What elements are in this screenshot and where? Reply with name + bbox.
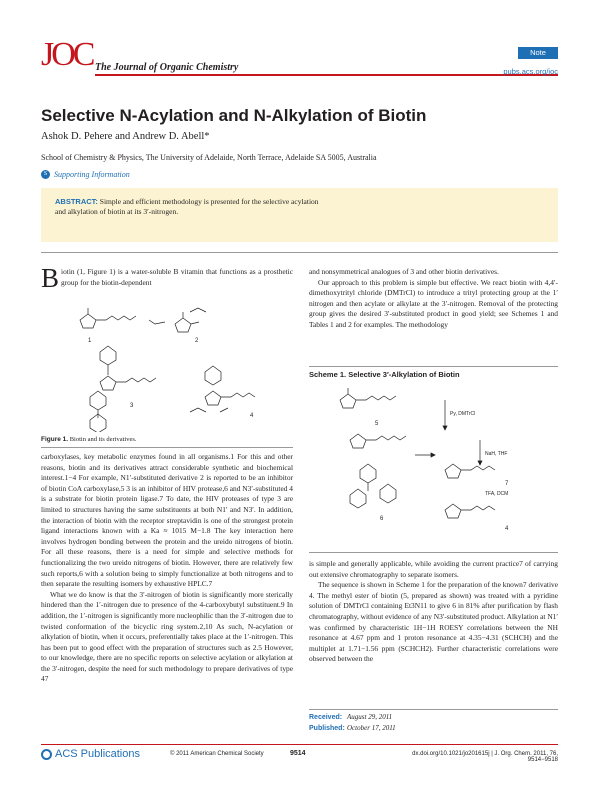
supporting-info-label: Supporting Information (54, 170, 130, 179)
compound-label-4: 4 (250, 413, 254, 419)
abstract-graphic (340, 195, 555, 237)
abstract-text: Simple and efficient methodology is presented for the selective acylation and alkylation of biotin at its 3′-nitrogen. (55, 197, 319, 216)
col2-bottom (309, 559, 558, 665)
compound-label-2: 2 (195, 338, 199, 344)
col2-top (309, 267, 558, 331)
reagent-label-3: TFA, DCM (485, 491, 509, 497)
journal-logo: JOC (41, 36, 93, 73)
supporting-info-link[interactable] (41, 170, 130, 179)
intro-paragraph (41, 263, 293, 293)
authors[interactable]: Ashok D. Pehere and Andrew D. Abell* (41, 131, 210, 142)
scheme-compound-4: 4 (505, 526, 509, 532)
note-badge: Note (518, 47, 558, 59)
col2-paragraph-4: The sequence is shown in Scheme 1 for the preparation of the known7 derivative 4. The methyl ester of biotin (5, prepared as shown) was treated with a pyridine solution of DMTrCl containing Et3N11 to give 6 in 81% after purification by flash chromatography, without evidence of any N3′-substituted product. Alkylation at N1′ was confirmed by characteristic 1H−1H ROESY correlations between the NH resonance at 4.67 ppm and 1 proton resonance at 4.35−4.31 (SCHCH) and the multiplet at 1.71−1.56 ppm (SCHCH2). Further characteristic correlations were observed between the (309, 580, 558, 664)
figure-1-label: Figure 1. (41, 436, 69, 443)
scheme-compound-6: 6 (380, 516, 384, 522)
reagent-label-1: Py, DMTrCl (450, 411, 476, 417)
acs-logo-icon (41, 749, 52, 760)
dates-rule (309, 709, 558, 710)
publisher-name: ACS Publications (55, 748, 140, 760)
abstract (55, 197, 320, 217)
article-dates (309, 712, 396, 734)
received-date: August 29, 2011 (347, 713, 393, 721)
compound-label-1: 1 (88, 338, 92, 344)
col1-body (41, 452, 293, 685)
published-label: Published: (309, 725, 345, 732)
journal-url[interactable]: pubs.acs.org/joc (503, 67, 558, 76)
col1-paragraph-1: carboxylases, key metabolic enzymes found in all organisms.1 For this and other reasons, biotin and its derivatives attract considerable synthetic and biochemical interest.1−4 For example, N1′-substituted derivative 2 is reported to be an inhibitor of biotin CoA carboxylase,5 3 is an inhibitor of HIV protease,6 and N3′-substituted 4 is a substrate for biotin protein ligase.7 To date, the HIV proteases of type 3 are limited to structures having the same substituents at both N1′ and N3′. In addition, the interaction of biotin with the receptor streptavidin is one of the strongest protein ligand interactions known with a Ka ≈ 1015 M−1.8 The key interaction here involves hydrogen bonding between the protein and the ureido nitrogens of biotin. For all these reasons, there is a need for simple and selective methods for functionalizing the two ureido nitrogens of biotin. However, there are relatively few such reports,6 with a solution being to simply functionalize at both nitrogens and to then separate the resulting isomers by exhaustive HPLC.7 (41, 452, 293, 589)
journal-name: The Journal of Organic Chemistry (95, 62, 239, 73)
col2-paragraph-2: Our approach to this problem is simple but effective. We react biotin with 4,4′-dimethoxytrityl chloride (DMTrCl) to introduce a trityl protecting group at the 1′ nitrogen and then acylate or alkylate at the 3′-nitrogen. Removal of the protecting group gives the desired 3′-substituted product in good yield; see Schemes 1 and Tables 1 and 2 for examples. The methodology (309, 277, 558, 329)
section-separator (41, 252, 558, 253)
article-title: Selective N-Acylation and N-Alkylation of Biotin (41, 106, 427, 125)
scheme-rule-bottom (309, 552, 558, 553)
copyright: © 2011 American Chemical Society (170, 751, 264, 757)
footer-rule (41, 744, 558, 745)
affiliation: School of Chemistry & Physics, The University of Adelaide, North Terrace, Adelaide SA 5005, Australia (41, 153, 377, 162)
figure-1-caption-text: Biotin and its derivatives. (69, 436, 137, 443)
figure-1-caption (41, 436, 137, 443)
intro-text: iotin (1, Figure 1) is a water-soluble B vitamin that functions as a prosthetic group for the biotin-dependent (61, 267, 293, 287)
drop-cap: B (41, 263, 60, 293)
scheme-rule-top (309, 366, 558, 367)
reagent-label-2: NaH, THF (485, 451, 508, 457)
received-label: Received: (309, 714, 343, 721)
col2-paragraph-1: and nonsymmetrical analogues of 3 and other biotin derivatives. (309, 267, 499, 276)
acs-publications-logo[interactable] (41, 748, 140, 760)
compound-label-3: 3 (130, 403, 134, 409)
col2-paragraph-3: is simple and generally applicable, while avoiding the current practice7 of carrying out extensive chromatography to separate isomers. (309, 559, 558, 579)
page-number: 9514 (290, 750, 306, 757)
info-icon: S (41, 170, 50, 179)
col1-paragraph-2: What we do know is that the 3′-nitrogen of biotin is significantly more sterically hindered than the 1′-nitrogen due to presence of the 4-carboxybutyl substituent.9 In addition, the 1′-nitrogen is significantly more nucleophilic than the 3′-nitrogen due to twisted conformation of the bicyclic ring system.2,10 As such, N-acylation or alkylation of biotin, when it occurs, preferentially takes place at the 1′-nitrogen. This has been put to good effect with the preparation of structures such as 2.5 However, to our knowledge, there are no specific reports on selective acylation or alkylation at the 3′-nitrogen, despite the need for such methodology to prepare derivatives of type 47 (41, 589, 293, 684)
scheme-1-graphic (320, 380, 555, 550)
abstract-label: ABSTRACT: (55, 197, 98, 206)
figure-rule (41, 447, 293, 448)
figure-1-structures (60, 302, 285, 432)
doi-citation[interactable]: dx.doi.org/10.1021/jo201615j | J. Org. Chem. 2011, 76, 9514−9518 (412, 751, 558, 763)
published-date: October 17, 2011 (347, 724, 396, 732)
scheme-1-title: Scheme 1. Selective 3′-Alkylation of Biotin (309, 370, 460, 379)
scheme-compound-7: 7 (505, 481, 509, 487)
scheme-compound-5: 5 (375, 421, 379, 427)
